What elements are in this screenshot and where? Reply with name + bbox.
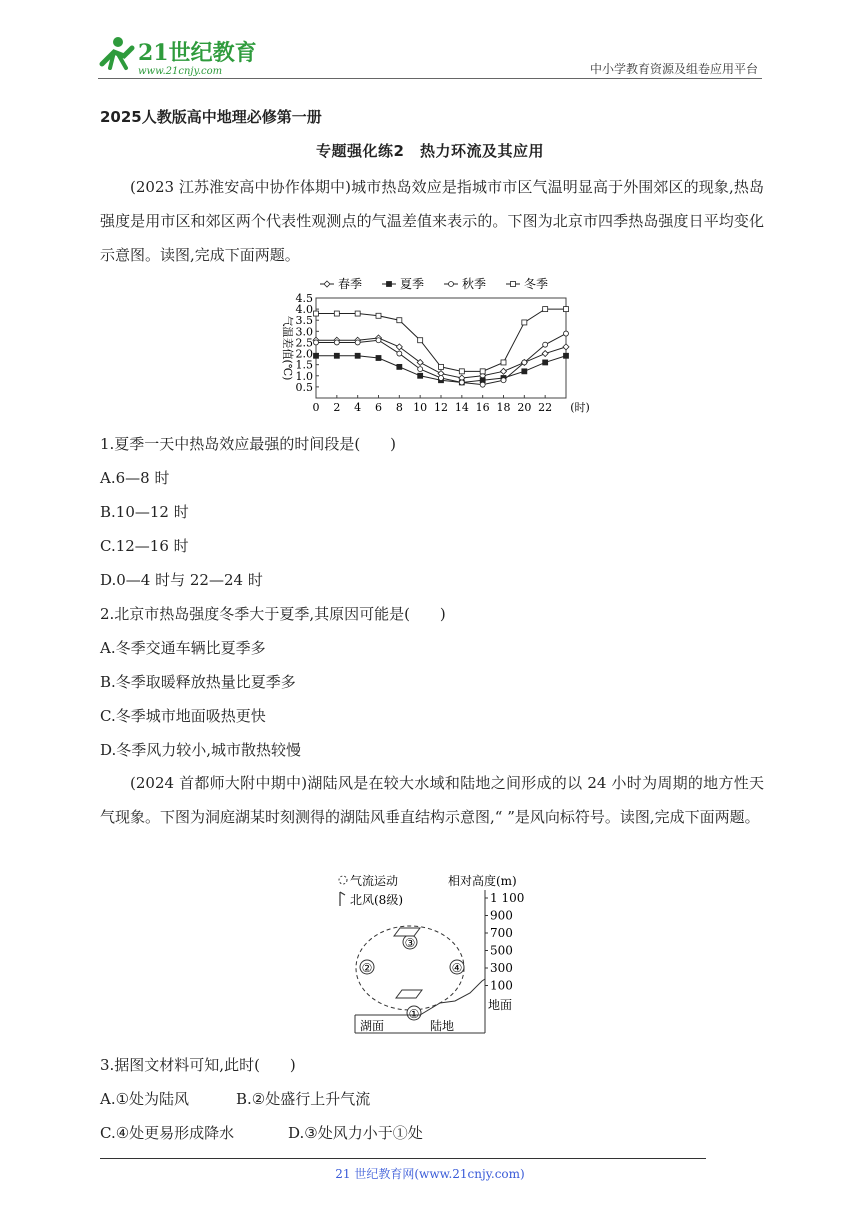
data-point — [376, 338, 381, 343]
x-tick-label: 16 — [475, 401, 490, 414]
data-point — [522, 360, 527, 365]
legend-label: 秋季 — [462, 277, 487, 291]
passage-1-text: (2023 江苏淮安高中协作体期中)城市热岛效应是指城市市区气温明显高于外围郊区的现象,热岛强度是用市区和郊区两个代表性观测点的气温差值来表示的。下图为北京市四季热岛强度日平均变化示意图。读图,完成下面两题。 — [100, 178, 764, 264]
y-tick-label: 1.0 — [295, 369, 313, 383]
passage-2 — [100, 766, 764, 834]
data-point — [543, 360, 548, 365]
data-point — [459, 369, 464, 374]
marker-4: ④ — [451, 961, 463, 975]
y-tick-label: 4.0 — [295, 303, 313, 317]
q3-option-a[interactable]: A.①处为陆风 — [100, 1090, 190, 1108]
data-point — [501, 368, 507, 374]
y-tick-label: 4.5 — [295, 292, 313, 305]
data-point — [418, 338, 423, 343]
footer-divider — [100, 1158, 706, 1159]
platform-name: 中小学教育资源及组卷应用平台 — [589, 62, 758, 76]
y-tick-label: 2.5 — [295, 336, 313, 350]
data-point — [543, 307, 548, 312]
legend-marker — [449, 282, 454, 287]
q3-option-c[interactable]: C.④处更易形成降水 — [100, 1124, 235, 1142]
label-ground: 地面 — [488, 998, 513, 1012]
data-point — [314, 340, 319, 345]
data-point — [355, 353, 360, 358]
data-point — [542, 351, 548, 357]
data-point — [501, 378, 506, 383]
q2-stem: 2.北京市热岛强度冬季大于夏季,其原因可能是( ) — [100, 605, 446, 623]
data-point — [439, 376, 444, 381]
legend-airflow: 气流运动 — [350, 874, 399, 888]
q3-option-d[interactable]: D.③处风力小于①处 — [288, 1124, 423, 1142]
wind-flag-upper-icon — [394, 928, 420, 936]
logo-url: www.21cnjy.com — [138, 66, 223, 77]
wind-flag-lower-icon — [396, 990, 422, 998]
q1-option-b[interactable]: B.10—12 时 — [100, 503, 189, 521]
height-axis-title: 相对高度(m) — [448, 874, 517, 888]
runner-icon — [102, 37, 132, 68]
data-point — [397, 318, 402, 323]
passage-1 — [100, 170, 764, 272]
legend-label: 夏季 — [400, 277, 425, 291]
marker-2: ② — [361, 961, 373, 975]
y-axis-label: 气温差值(℃) — [281, 315, 294, 381]
q3-option-b[interactable]: B.②处盛行上升气流 — [236, 1090, 371, 1108]
height-ticks — [485, 891, 524, 993]
x-tick-label: 2 — [333, 401, 341, 414]
height-tick-label: 100 — [490, 978, 513, 993]
y-tick-label: 2.0 — [295, 347, 313, 361]
q2-option-d[interactable]: D.冬季风力较小,城市散热较慢 — [100, 741, 302, 759]
data-point — [314, 311, 319, 316]
q2-option-a[interactable]: A.冬季交通车辆比夏季多 — [100, 639, 266, 657]
logo-text: 21世纪教育 — [138, 40, 257, 66]
x-tick-label: 14 — [454, 401, 469, 414]
legend-marker — [511, 282, 516, 287]
label-land: 陆地 — [430, 1019, 455, 1033]
legend-label: 冬季 — [524, 277, 549, 291]
q1-option-c[interactable]: C.12—16 时 — [100, 537, 189, 555]
legend-marker — [387, 282, 392, 287]
legend-label: 春季 — [338, 277, 363, 291]
data-point — [376, 356, 381, 361]
data-point — [564, 331, 569, 336]
data-point — [439, 364, 444, 369]
wind-barb-icon — [340, 892, 345, 906]
data-point — [522, 320, 527, 325]
data-point — [564, 353, 569, 358]
heat-island-chart — [270, 270, 590, 416]
x-tick-label: 6 — [375, 401, 382, 414]
data-point — [564, 307, 569, 312]
x-axis-label: (时) — [570, 401, 590, 414]
data-point — [397, 351, 402, 356]
section-title: 专题强化练2 热力环流及其应用 — [316, 142, 544, 160]
data-point — [480, 382, 485, 387]
height-tick-label: 500 — [490, 943, 513, 958]
data-point — [355, 340, 360, 345]
y-tick-label: 0.5 — [295, 380, 313, 394]
q2-option-b[interactable]: B.冬季取暖释放热量比夏季多 — [100, 673, 296, 691]
data-point — [397, 364, 402, 369]
x-tick-label: 18 — [496, 401, 511, 414]
q3-stem: 3.据图文材料可知,此时( ) — [100, 1056, 296, 1074]
height-tick-label: 900 — [490, 908, 513, 923]
data-point — [334, 340, 339, 345]
y-tick-label: 3.0 — [295, 325, 313, 339]
data-point — [543, 342, 548, 347]
x-tick-label: 22 — [538, 401, 553, 414]
data-point — [418, 373, 423, 378]
data-point — [418, 367, 423, 372]
marker-1: ① — [408, 1007, 420, 1021]
height-tick-label: 300 — [490, 961, 513, 975]
data-point — [501, 360, 506, 365]
lake-breeze-diagram — [330, 868, 530, 1038]
data-point — [376, 313, 381, 318]
footer-text: 21 世纪教育网(www.21cnjy.com) — [335, 1167, 525, 1181]
x-tick-label: 0 — [312, 401, 320, 414]
height-tick-label: 1 100 — [490, 891, 525, 905]
legend-wind: 北风(8级) — [350, 893, 403, 907]
q1-stem: 1.夏季一天中热岛效应最强的时间段是( ) — [100, 435, 397, 453]
height-tick-label: 700 — [490, 926, 513, 940]
data-point — [480, 369, 485, 374]
marker-3: ③ — [404, 936, 416, 950]
x-tick-label: 12 — [434, 401, 448, 414]
header-divider — [98, 78, 762, 79]
data-point — [355, 311, 360, 316]
book-title: 2025人教版高中地理必修第一册 — [100, 108, 322, 126]
y-tick-label: 1.5 — [295, 358, 313, 372]
x-tick-label: 4 — [354, 401, 362, 414]
x-tick-label: 8 — [395, 401, 403, 414]
y-tick-label: 3.5 — [295, 314, 313, 328]
q1-option-d[interactable]: D.0—4 时与 22—24 时 — [100, 571, 263, 589]
data-point — [563, 344, 569, 350]
site-logo — [96, 34, 266, 78]
data-point — [334, 353, 339, 358]
chart-series — [313, 307, 569, 388]
x-tick-label: 10 — [413, 401, 428, 414]
data-point — [314, 353, 319, 358]
chart-legend — [320, 276, 548, 291]
passage-2-text: (2024 首都师大附中期中)湖陆风是在较大水域和陆地之间形成的以 24 小时为周期的地方性天气现象。下图为洞庭湖某时刻测得的湖陆风垂直结构示意图,“ ”是风向标符号。读图,完成下面两题。 — [100, 774, 764, 826]
data-point — [522, 369, 527, 374]
legend-marker — [324, 281, 330, 287]
data-point — [459, 380, 464, 385]
data-point — [334, 311, 339, 316]
x-tick-label: 20 — [517, 401, 532, 414]
q1-option-a[interactable]: A.6—8 时 — [100, 469, 170, 487]
label-lake: 湖面 — [360, 1019, 385, 1033]
q2-option-c[interactable]: C.冬季城市地面吸热更快 — [100, 707, 266, 725]
